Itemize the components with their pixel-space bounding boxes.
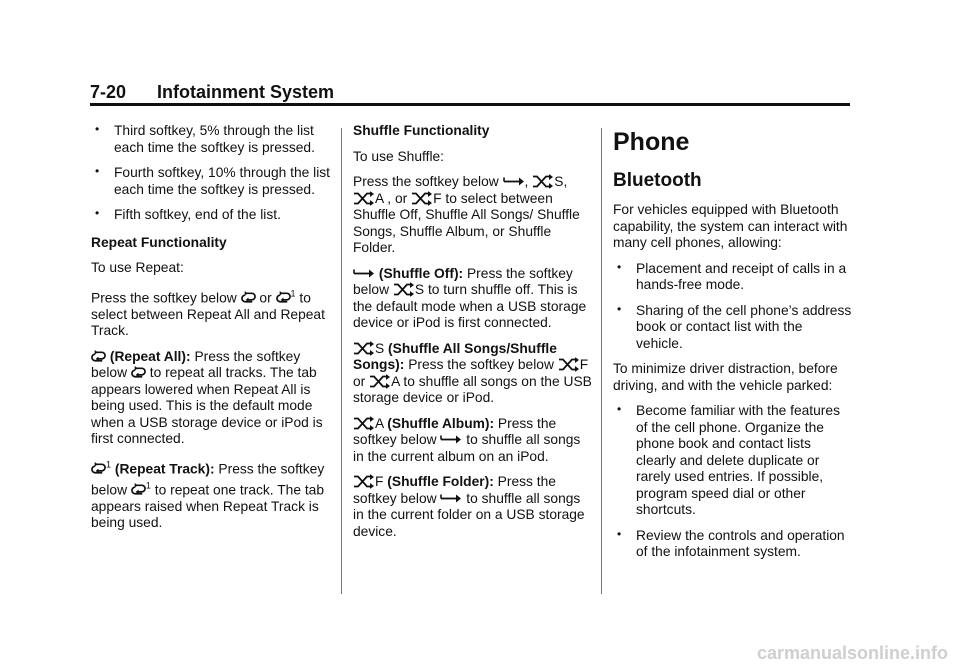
shuffle-album-icon: A bbox=[369, 374, 399, 389]
list-item: • Become familiar with the features of the cell phone. Organize the phone book and contact lists clearly and delete duplicate or rarely used entries. If possible, program speed dial or other shortcuts. bbox=[613, 403, 853, 519]
repeat-all-description: (Repeat All): Press the softkey below to repeat all tracks. The tab appears lowered when Repeat All is being used. This is the default mode when a USB storage device or iPod is first connected. bbox=[91, 348, 323, 447]
repeat-instructions: Press the softkey below or $^1$ to select between Repeat All and Repeat Track. bbox=[91, 288, 325, 339]
shuffle-folder-icon: F bbox=[353, 474, 383, 489]
repeat-all-icon bbox=[241, 290, 256, 305]
shuffle-songs-icon: S bbox=[393, 282, 424, 297]
bluetooth-title: Bluetooth bbox=[613, 170, 702, 191]
shuffle-off-icon bbox=[503, 174, 525, 189]
shuffle-heading: Shuffle Functionality bbox=[353, 123, 490, 138]
shuffle-album-icon: A bbox=[353, 416, 383, 431]
column-2 bbox=[353, 123, 593, 549]
list-item: • Fourth softkey, 10% through the list each time the softkey is pressed. bbox=[91, 165, 337, 198]
shuffle-all-description: S (Shuffle All Songs/Shuffle Songs): Press the softkey below F or A to shuffle all songs on the USB storage device or iPod. bbox=[353, 340, 592, 405]
list-item: • Placement and receipt of calls in a hands-free mode. bbox=[613, 261, 853, 294]
watermark: carmanualsonline.info bbox=[756, 643, 948, 663]
distraction-note: To minimize driver distraction, before driving, and with the vehicle parked: bbox=[613, 361, 838, 393]
repeat-intro: To use Repeat: bbox=[91, 260, 184, 275]
repeat-track-description: $^1$ (Repeat Track): Press the softkey below $^1$ to repeat one track. The tab appears raised when Repeat Track is being used. bbox=[91, 459, 325, 531]
shuffle-songs-icon: S bbox=[532, 174, 563, 189]
column-divider bbox=[341, 128, 342, 594]
phone-title: Phone bbox=[613, 128, 690, 156]
shuffle-album-icon: A bbox=[353, 191, 383, 206]
shuffle-off-description: (Shuffle Off): Press the softkey below S to turn shuffle off. This is the default mode when a USB storage device or iPod is first connected. bbox=[353, 265, 587, 330]
list-item: • Sharing of the cell phone’s address book or contact list with the vehicle. bbox=[613, 303, 853, 353]
repeat-track-icon: 1 bbox=[131, 482, 151, 497]
repeat-track-icon: 1 bbox=[91, 461, 111, 476]
shuffle-songs-icon: S bbox=[353, 341, 384, 356]
shuffle-off-icon bbox=[440, 432, 462, 447]
list-item: • Review the controls and operation of the infotainment system. bbox=[613, 528, 853, 561]
repeat-all-icon bbox=[91, 349, 106, 364]
repeat-all-icon bbox=[131, 365, 146, 380]
section-title: Infotainment System bbox=[157, 82, 335, 102]
shuffle-off-icon bbox=[440, 491, 462, 506]
shuffle-folder-icon: F bbox=[558, 357, 588, 372]
page-header bbox=[90, 82, 334, 103]
repeat-track-icon: 1 bbox=[276, 290, 296, 305]
repeat-heading: Repeat Functionality bbox=[91, 234, 227, 250]
bluetooth-intro: For vehicles equipped with Bluetooth capability, the system can interact with many cell phones, allowing: bbox=[613, 202, 848, 250]
shuffle-folder-description: F (Shuffle Folder): Press the softkey below to shuffle all songs in the current folder on a USB storage device. bbox=[353, 474, 585, 539]
list-item: • Fifth softkey, end of the list. bbox=[91, 207, 337, 224]
column-1 bbox=[91, 123, 337, 541]
column-3 bbox=[613, 123, 853, 570]
column-divider bbox=[601, 128, 602, 594]
shuffle-off-icon bbox=[353, 266, 375, 281]
page-number: 7-20 bbox=[90, 82, 127, 102]
shuffle-intro: To use Shuffle: bbox=[353, 148, 445, 164]
shuffle-album-description: A (Shuffle Album): Press the softkey below to shuffle all songs in the current album on an iPod. bbox=[353, 415, 581, 464]
header-rule bbox=[90, 103, 850, 106]
shuffle-instructions: Press the softkey below , S, A , or F to select between Shuffle Off, Shuffle All Songs/ Shuffle Songs, Shuffle Album, or Shuffle Folder. bbox=[353, 174, 580, 255]
shuffle-folder-icon: F bbox=[411, 191, 441, 206]
list-item: • Third softkey, 5% through the list each time the softkey is pressed. bbox=[91, 123, 337, 156]
